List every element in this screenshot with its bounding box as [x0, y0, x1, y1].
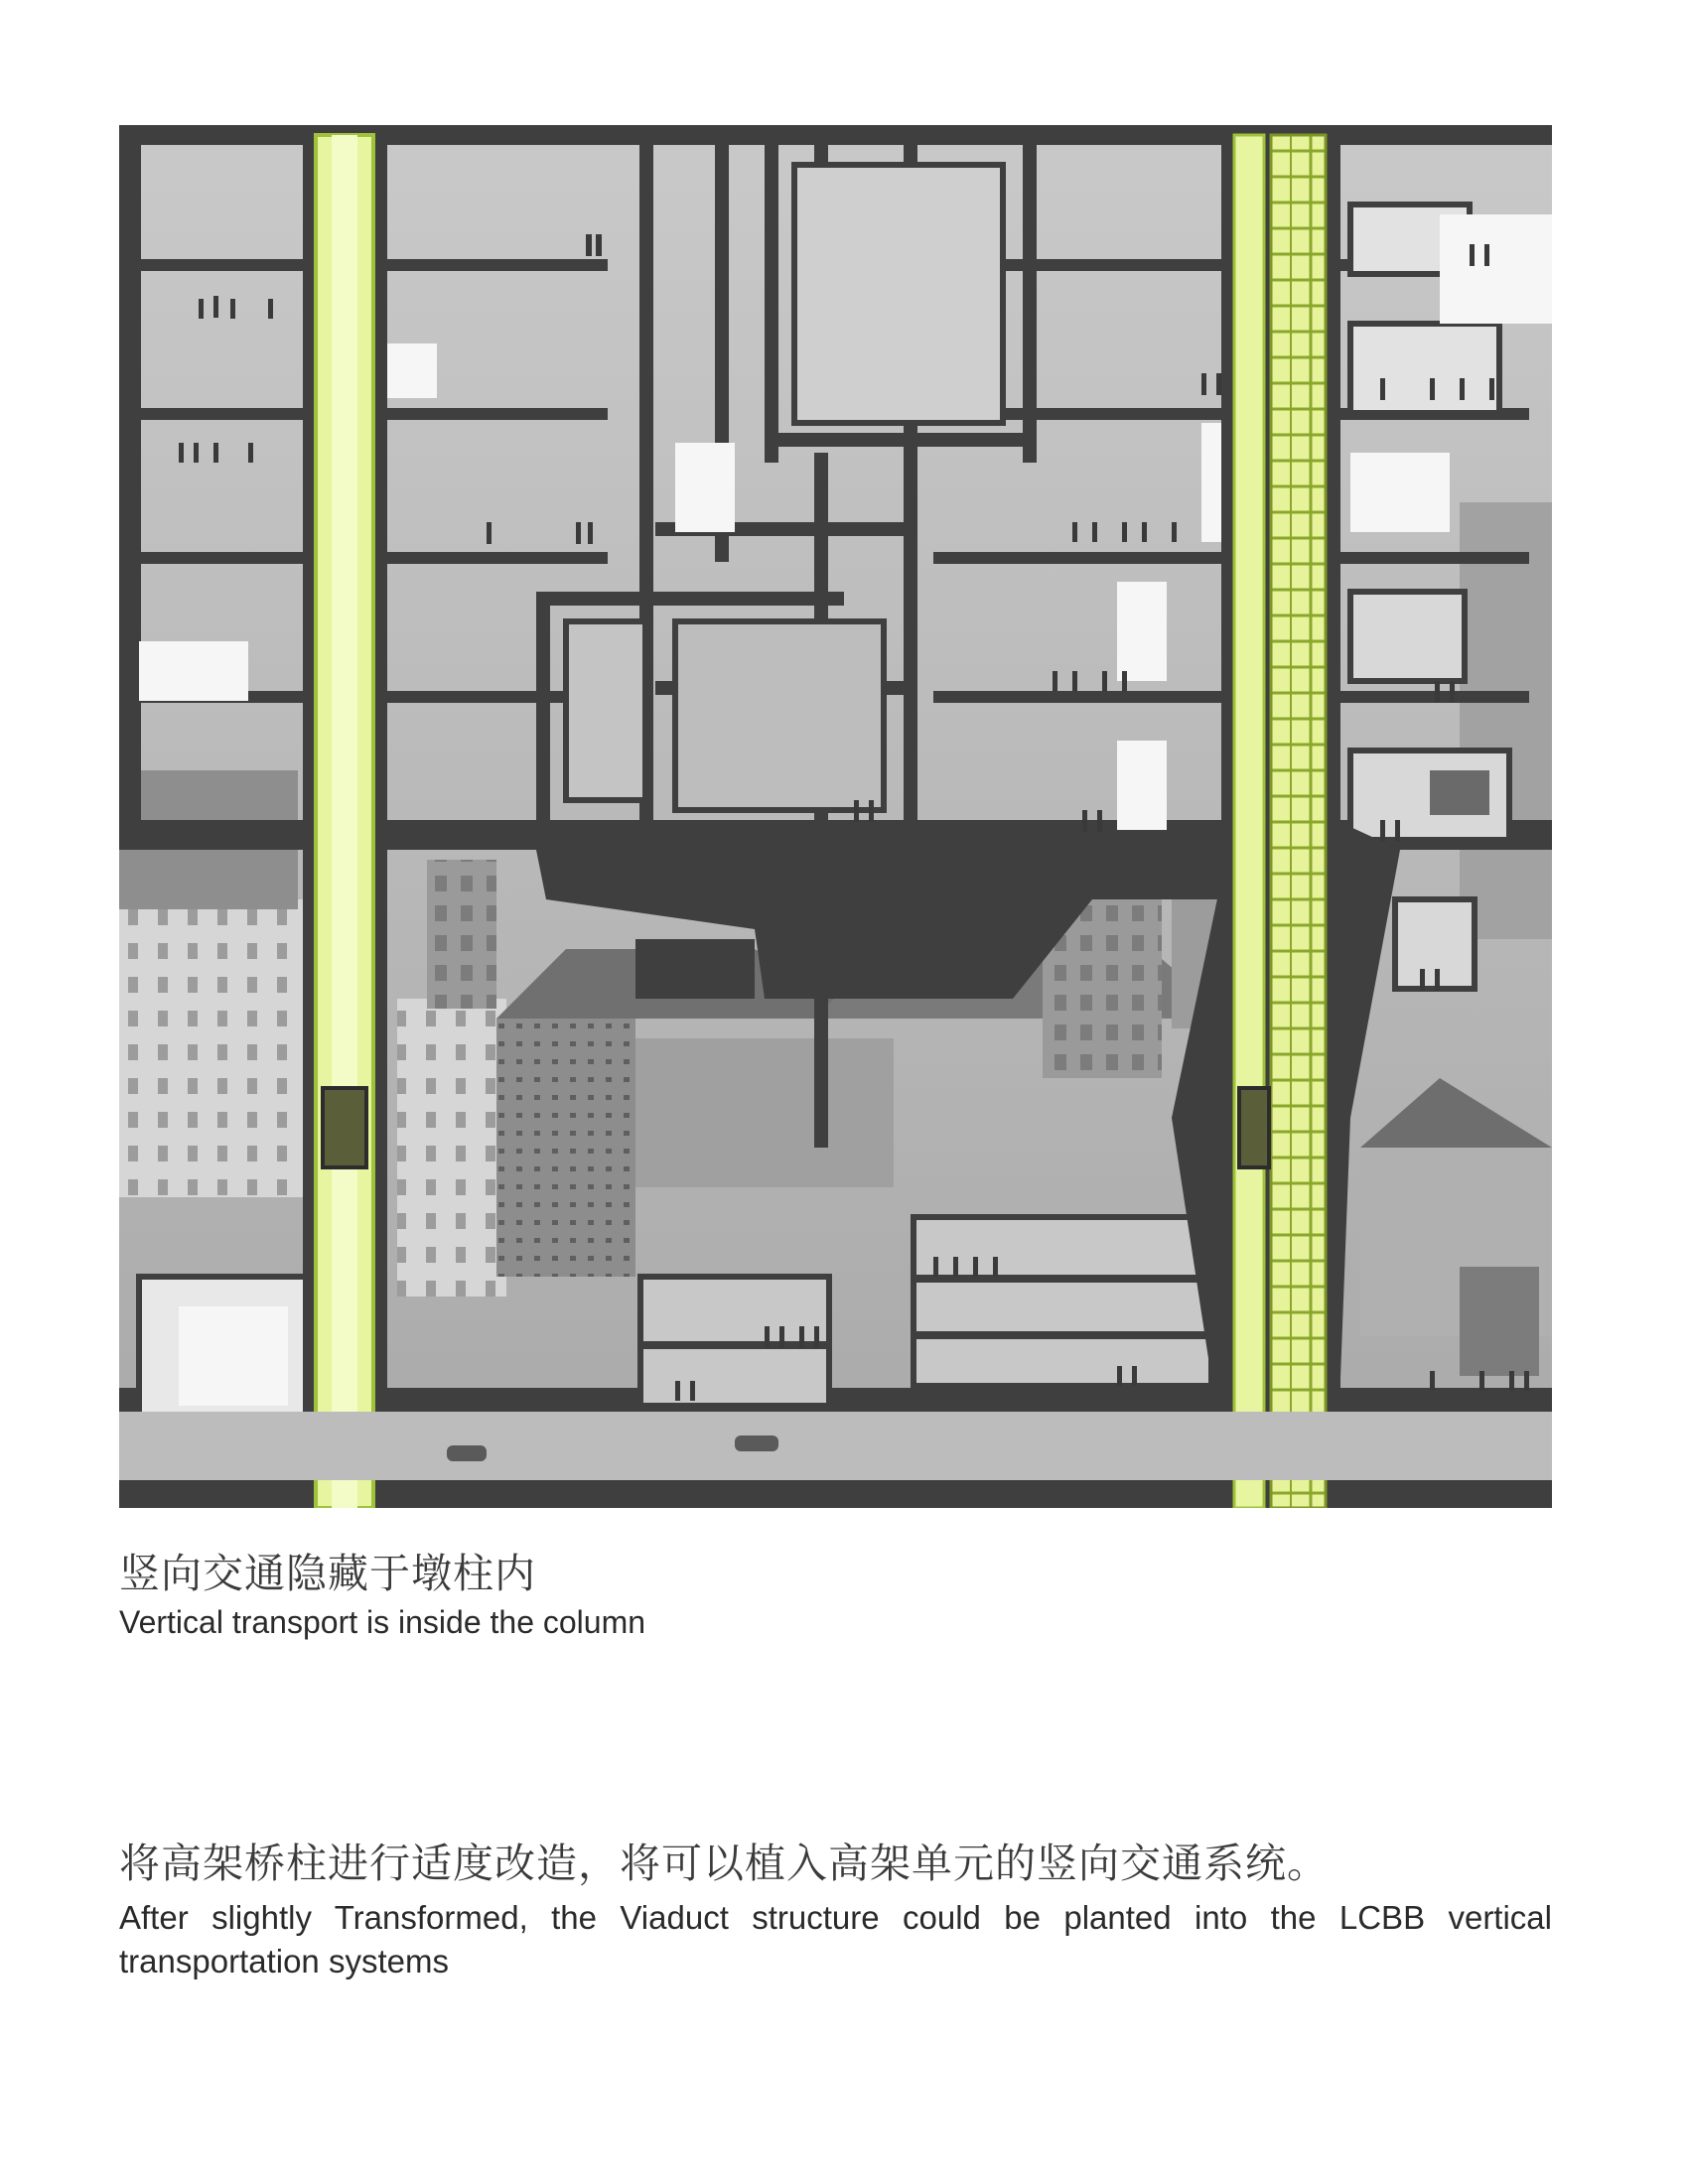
left-column-elevator-shaft — [303, 125, 387, 1508]
background-building — [496, 1019, 635, 1277]
elevator-cab — [1239, 1088, 1269, 1167]
background-building — [119, 899, 308, 1197]
caption-2-chinese: 将高架桥柱进行适度改造，将可以植入高架单元的竖向交通系统。 — [119, 1840, 1329, 1887]
background-building — [427, 860, 496, 1009]
car — [735, 1435, 778, 1451]
background-building — [1460, 502, 1552, 939]
road-deck — [119, 1412, 1552, 1480]
background-building — [397, 999, 506, 1297]
caption-1-chinese: 竖向交通隐藏于墩柱内 — [119, 1550, 536, 1597]
caption-2-english: After slightly Transformed, the Viaduct structure could be planted into the LCBB vertical transportation systems — [119, 1899, 1552, 1979]
caption-1-english: Vertical transport is inside the column — [119, 1604, 646, 1640]
photo-panel — [1430, 770, 1489, 815]
background-building — [635, 1038, 894, 1187]
photo-panel — [1460, 1267, 1539, 1376]
car — [447, 1445, 487, 1461]
viaduct-section-illustration — [119, 125, 1552, 1508]
elevator-cab — [323, 1088, 366, 1167]
